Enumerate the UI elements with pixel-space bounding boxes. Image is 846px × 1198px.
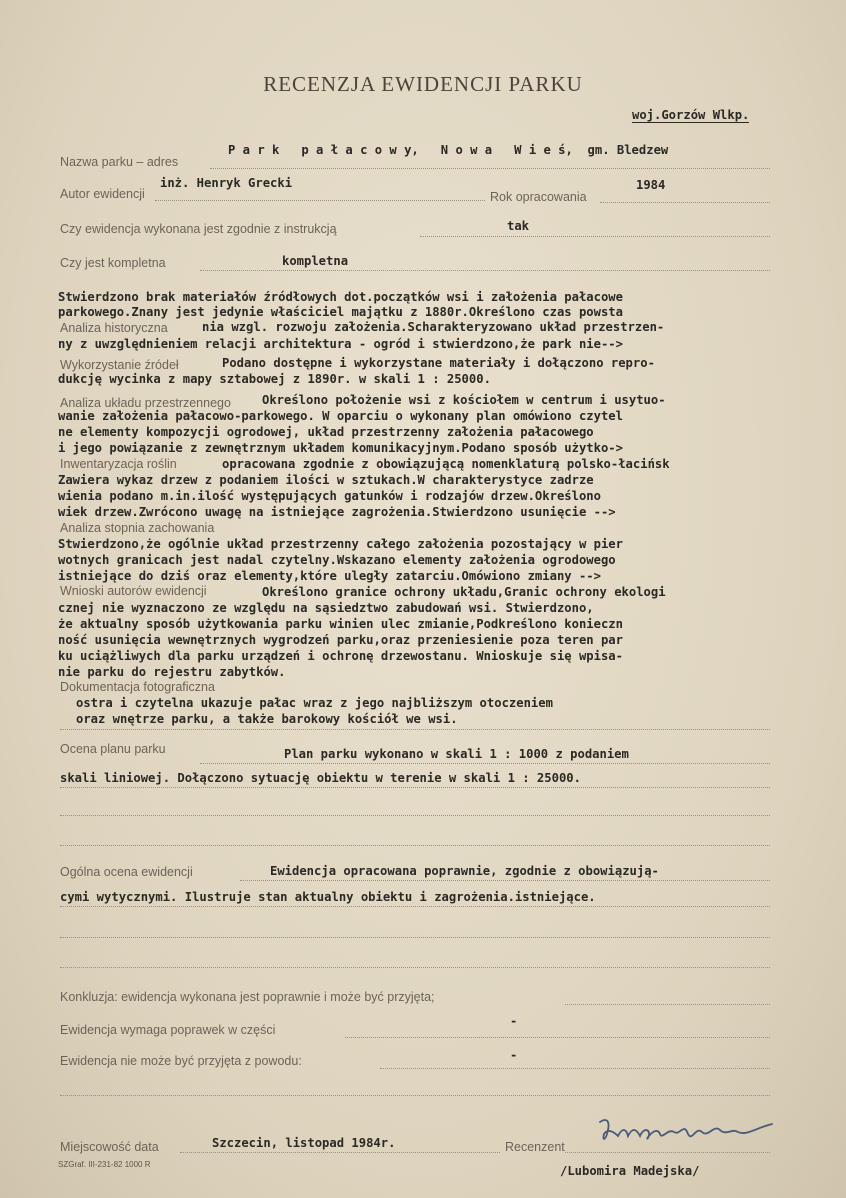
plan-line1: Plan parku wykonano w skali 1 : 1000 z podaniem [284,747,629,761]
place-dotline [180,1152,500,1153]
body-line: ność usunięcia wewnętrznych wygrodzeń parku,oraz przeniesienie poza teren par [58,633,623,647]
year-dotline [600,202,770,203]
overall-label: Ogólna ocena ewidencji [60,865,193,879]
plan-line2: skali liniowej. Dołączono sytuację obiektu w terenie w skali 1 : 25000. [60,771,581,785]
body-line: wanie założenia pałacowo-parkowego. W oparciu o wykonany plan omówiono czytel [58,409,623,423]
label-historical: Analiza historyczna [60,321,168,335]
author-label: Autor ewidencji [60,187,145,201]
reviewer-name: /Lubomira Madejska/ [560,1164,700,1178]
corrections-label: Ewidencja wymaga poprawek w części [60,1023,276,1037]
overall-dotline-4 [60,967,770,968]
body-line: istniejące do dziś oraz elementy,które uległy zatarciu.Omówiono zmiany --> [58,569,601,583]
name-dotline [210,168,770,169]
body-line: ostra i czytelna ukazuje pałac wraz z jego najbliższym otoczeniem [76,696,553,710]
body-line: Stwierdzono brak materiałów źródłowych dot.początków wsi i założenia pałacowe [58,290,623,304]
body-line: Określono położenie wsi z kościołem w centrum i usytuo- [262,393,666,407]
plan-dotline-4 [60,845,770,846]
body-line: Stwierdzono,że ogólnie układ przestrzenny całego założenia pozostający w pier [58,537,623,551]
corrections-dotline [345,1037,770,1038]
signature [596,1114,786,1150]
place-label: Miejscowość data [60,1140,159,1154]
complete-label: Czy jest kompletna [60,256,166,270]
label-sources: Wykorzystanie źródeł [60,358,179,372]
voivodeship: woj.Gorzów Wlkp. [632,108,750,122]
year-value: 1984 [636,178,666,192]
name-value: P a r k p a ł a c o w y, N o w a W i e ś, gm. Bledzew [228,143,669,157]
overall-dotline-3 [60,937,770,938]
body-line: nie parku do rejestru zabytków. [58,665,286,679]
plan-dotline-2 [60,787,770,788]
complete-value: kompletna [282,254,349,268]
overall-line2: cymi wytycznymi. Ilustruje stan aktualny obiektu i zagrożenia.istniejące. [60,890,596,904]
reviewer-dotline [565,1152,770,1153]
label-plants: Inwentaryzacja roślin [60,457,177,471]
place-value: Szczecin, listopad 1984r. [212,1136,396,1150]
label-photo: Dokumentacja fotograficzna [60,680,215,694]
accepted-label: Konkluzja: ewidencja wykonana jest poprawnie i może być przyjęta; [60,990,435,1004]
body-line: wienia podano m.in.ilość występujących gatunków i rodzajów drzew.Określono [58,489,601,503]
instruction-value: tak [507,219,530,233]
rejected-dotline [380,1068,770,1069]
plan-label: Ocena planu parku [60,742,166,756]
plan-dotline-3 [60,815,770,816]
body-line: wotnych granicach jest nadal czytelny.Wskazano elementy założenia ogrodowego [58,553,616,567]
body-line: ne elementy kompozycji ogrodowej, układ przestrzenny założenia pałacowego [58,425,594,439]
body-line: parkowego.Znany jest jedynie właściciel majątku z 1880r.Określono czas powsta [58,305,623,319]
label-conclusions: Wnioski autorów ewidencji [60,584,207,598]
rejected-value: - [510,1048,518,1062]
print-code: SZGraf. III-231-82 1000 R [58,1160,151,1169]
overall-line1: Ewidencja opracowana poprawnie, zgodnie z obowiązują- [270,864,659,878]
body-line: ny z uwzględnieniem relacji architektura - ogród i stwierdzono,że park nie--> [58,337,623,351]
body-line: oraz wnętrze parku, a także barokowy kościół we wsi. [76,712,458,726]
reviewer-label: Recenzent [505,1140,565,1154]
body-line: Określono granice ochrony układu,Granic ochrony ekologi [262,585,666,599]
form-title: RECENZJA EWIDENCJI PARKU [263,72,583,96]
body-line: że aktualny sposób użytkowania parku winien ulec zmianie,Podkreślono konieczn [58,617,623,631]
corrections-value: - [510,1014,518,1028]
photo-dotline [60,729,770,730]
instruction-dotline [420,236,770,237]
body-line: Podano dostępne i wykorzystane materiały i dołączono repro- [222,356,655,370]
body-line: Zawiera wykaz drzew z podaniem ilości w sztukach.W charakterystyce zadrze [58,473,594,487]
label-spatial: Analiza układu przestrzennego [60,396,231,410]
accepted-dotline [565,1004,770,1005]
name-label: Nazwa parku – adres [60,155,179,169]
body-line: i jego powiązanie z zewnętrznym układem komunikacyjnym.Podano sposób użytko-> [58,441,623,455]
body-line: wiek drzew.Zwrócono uwagę na istniejące zagrożenia.Stwierdzono usunięcie --> [58,505,616,519]
body-line: nia wzgl. rozwoju założenia.Scharakteryzowano układ przestrzen- [202,320,665,334]
body-line: ku uciążliwych dla parku urządzeń i ochronę drzewostanu. Wnioskuje się wpisa- [58,649,623,663]
overall-dotline-1 [240,880,770,881]
rejected-label: Ewidencja nie może być przyjęta z powodu: [60,1054,302,1068]
plan-dotline-1 [200,763,770,764]
year-label: Rok opracowania [490,190,587,204]
label-preservation: Analiza stopnia zachowania [60,521,215,535]
instruction-label: Czy ewidencja wykonana jest zgodnie z instrukcją [60,222,337,236]
body-line: cznej nie wyznaczono ze względu na sąsiedztwo zabudowań wsi. Stwierdzono, [58,601,594,615]
complete-dotline [200,270,770,271]
overall-dotline-2 [60,906,770,907]
body-line: dukcję wycinka z mapy sztabowej z 1890r. w skali 1 : 25000. [58,372,491,386]
author-dotline [155,200,485,201]
body-line: opracowana zgodnie z obowiązującą nomenklaturą polsko-łacińsk [222,457,670,471]
rejected-dotline-2 [60,1095,770,1096]
author-value: inż. Henryk Grecki [160,176,293,190]
